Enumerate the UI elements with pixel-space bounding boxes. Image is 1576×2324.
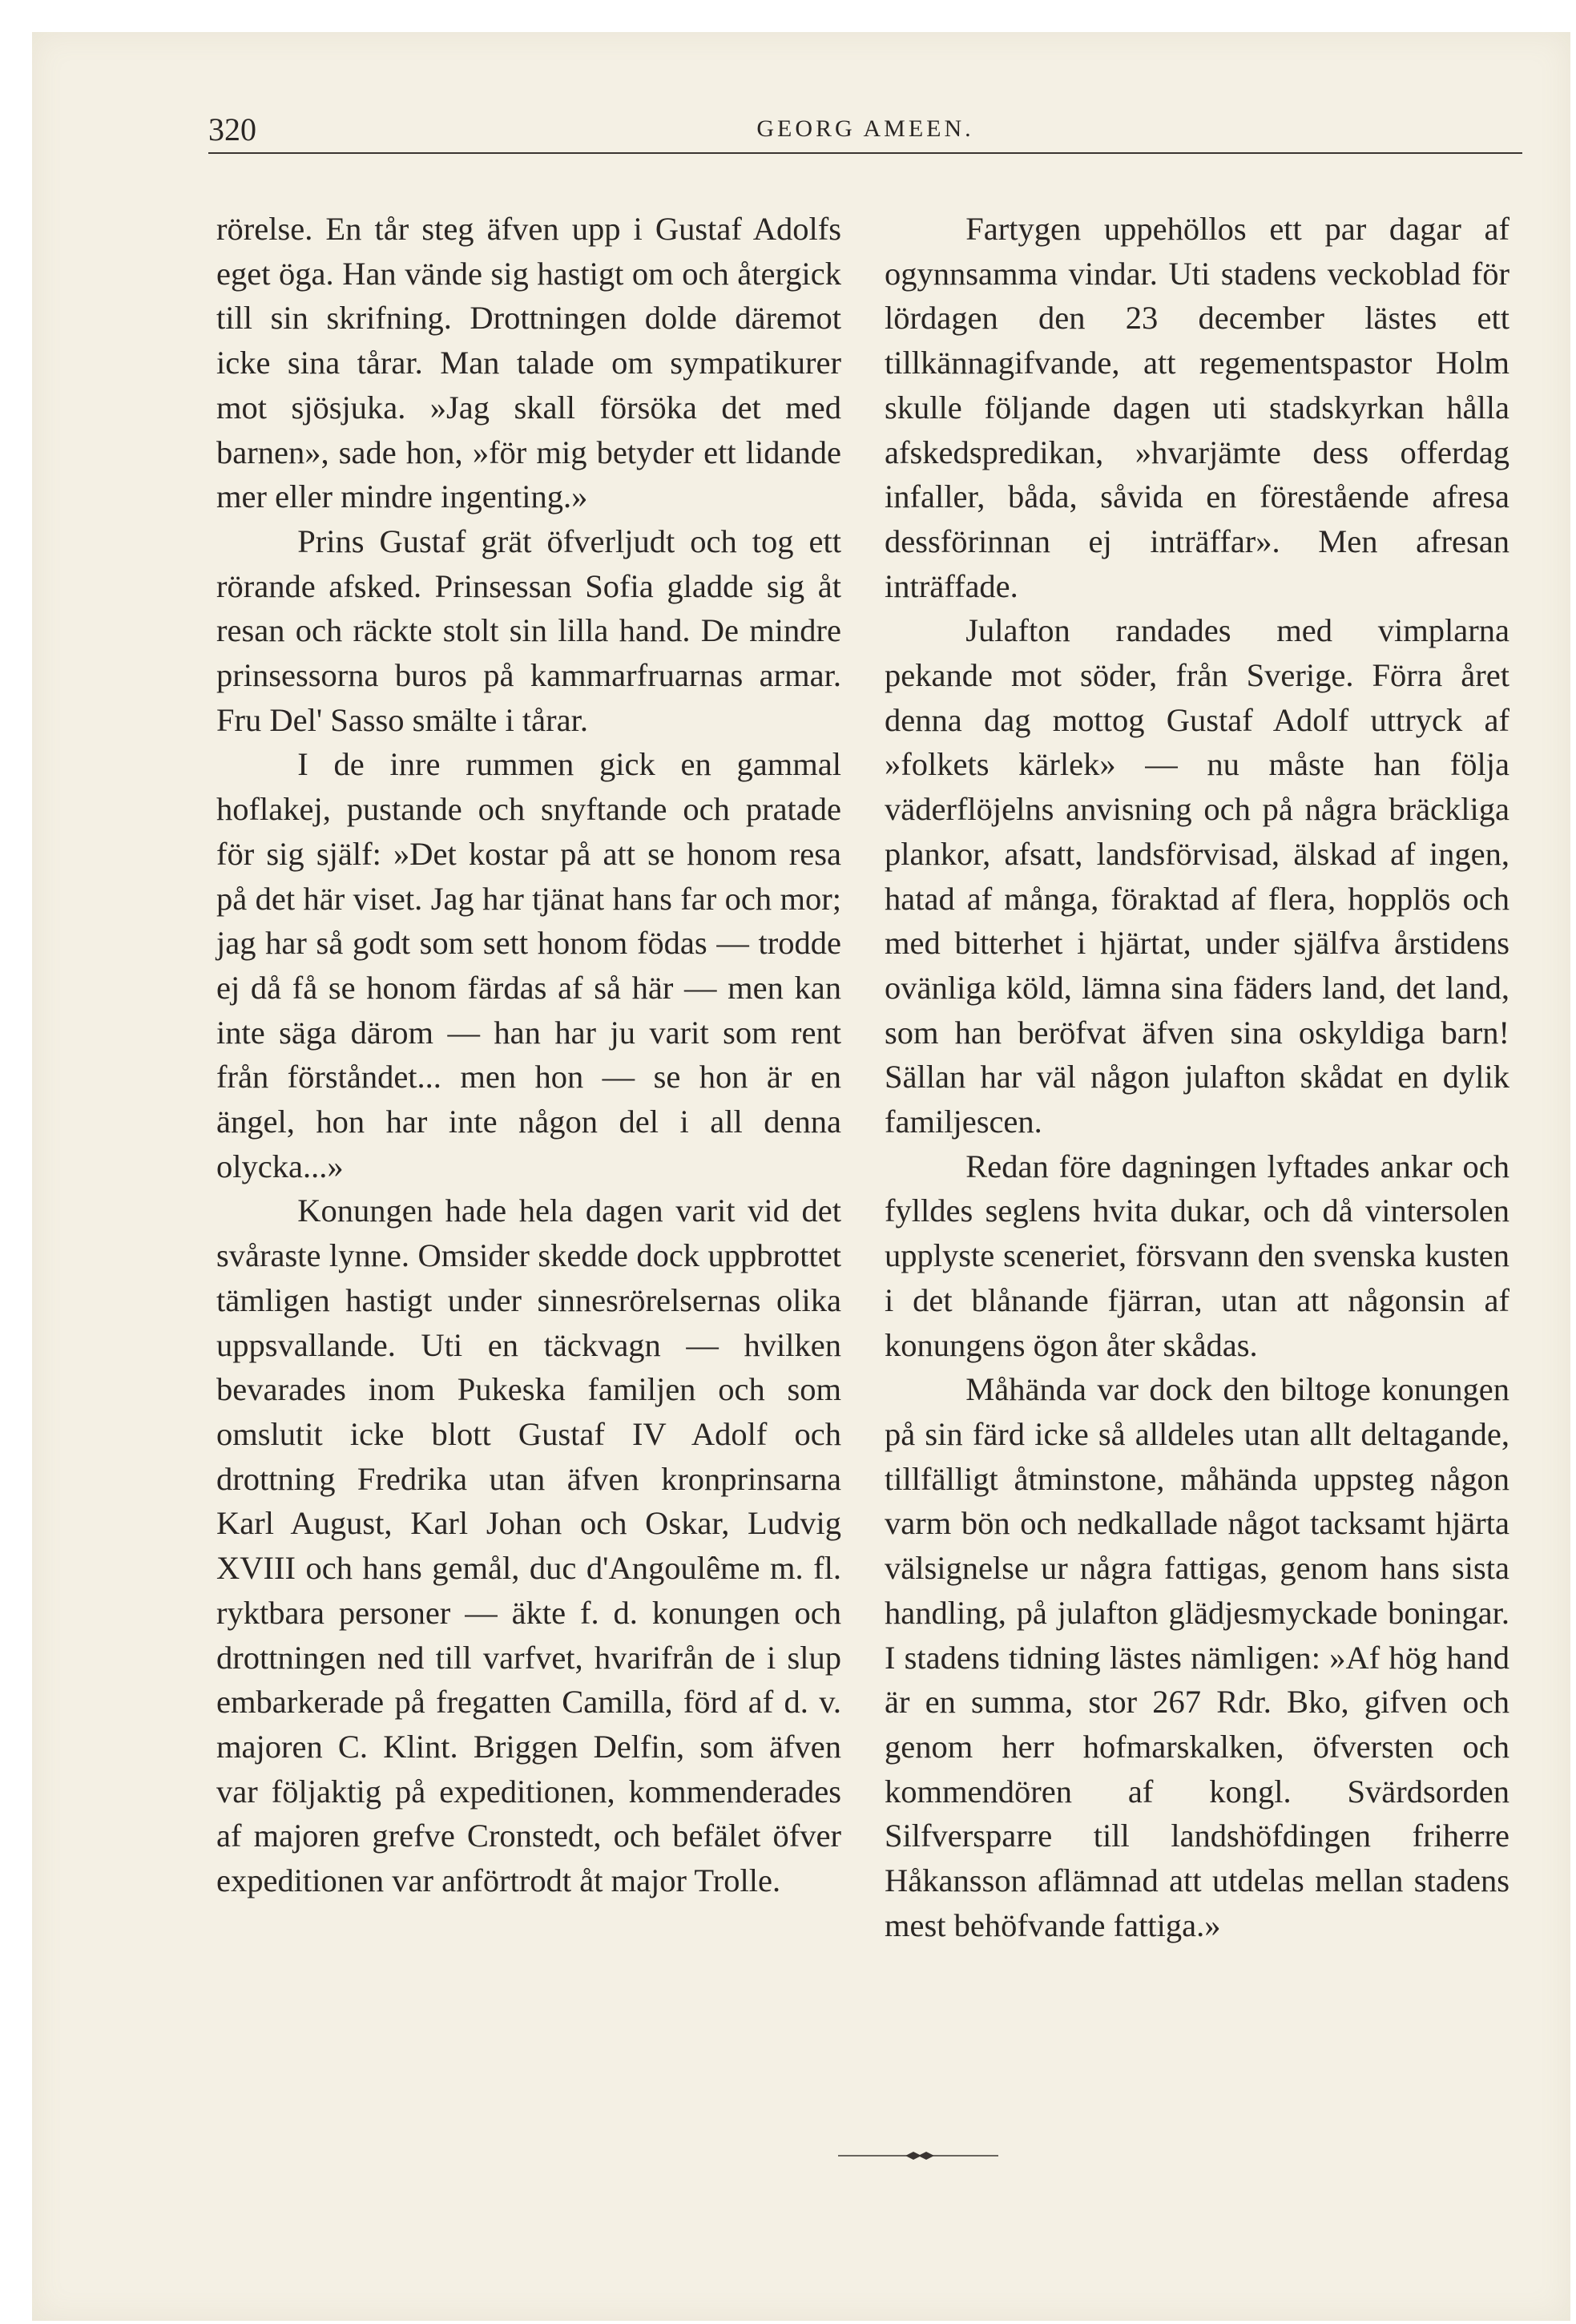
paragraph: Redan före dagningen lyftades ankar och fylldes seglens hvita dukar, och då vintersolen upplyste sceneriet, försvann den svenska kusten i det blånande fjärran, utan att någonsin af konungens ögon åter skådas. bbox=[885, 1148, 1509, 1363]
book-page bbox=[32, 32, 1570, 2321]
left-column bbox=[216, 207, 841, 1903]
paragraph: Fartygen uppehöllos ett par dagar af ogynnsamma vindar. Uti stadens veckoblad för lördagen den 23 december lästes ett tillkännagifvande, att regementspastor Holm skulle följande dagen uti stadskyrkan hålla afskedspredikan, »hvarjämte dess offerdag infaller, båda, såvida en förestående afresa dessförinnan ej inträffar». Men afresan inträffade. bbox=[885, 211, 1509, 604]
paragraph: I de inre rummen gick en gammal hoflakej, pustande och snyftande och pratade för sig själf: »Det kostar på att se honom resa på det här viset. Jag har tjänat hans far och mor; jag har så godt som sett honom födas — trodde ej då få se honom färdas af så här — men kan inte säga därom — han har ju varit som rent från förståndet... men hon — se hon är en ängel, hon har inte någon del i all denna olycka...» bbox=[216, 746, 841, 1184]
paragraph: rörelse. En tår steg äfven upp i Gustaf Adolfs eget öga. Han vände sig hastigt om och återgick till sin skrifning. Drottningen dolde däremot icke sina tårar. Man talade om sympatikurer mot sjösjuka. »Jag skall försöka det med barnen», sade hon, »för mig betyder ett lidande mer eller mindre ingenting.» bbox=[216, 211, 841, 515]
running-head: GEORG AMEEN. bbox=[756, 115, 974, 142]
paragraph: Prins Gustaf grät öfverljudt och tog ett rörande afsked. Prinsessan Sofia gladde sig åt resan och räckte stolt sin lilla hand. De mindre prinsessorna buros på kammarfruarnas armar. Fru Del' Sasso smälte i tårar. bbox=[216, 522, 841, 738]
paragraph: Måhända var dock den biltoge konungen på sin färd icke så alldeles utan allt deltagande, tillfälligt åtminstone, måhända uppsteg någon varm bön och nedkallade något tacksamt hjärta välsignelse ur några fattigas, genom hans sista handling, på julafton glädjesmyckade boningar. I stadens tidning lästes nämligen: »Af hög hand är en summa, stor 267 Rdr. Bko, gifven och genom herr hofmarskalken, öfversten och kommendören af kongl. Svärdsorden Silfversparre till landshöfdingen friherre Håkansson aflämnad att utdelas mellan stadens mest behöfvande fattiga.» bbox=[885, 1371, 1509, 1943]
paragraph: Konungen hade hela dagen varit vid det svåraste lynne. Omsider skedde dock uppbrottet tämligen hastigt under sinnesrörelsernas olika uppsvallande. Uti en täckvagn — hvilken bevarades inom Pukeska familjen och som omslutit icke blott Gustaf IV Adolf och drottning Fredrika utan äfven kronprinsarna Karl August, Karl Johan och Oskar, Ludvig XVIII och hans gemål, duc d'Angoulême m. fl. ryktbara personer — äkte f. d. konungen och drottningen ned till varfvet, hvarifrån de i slup embarkerade på fregatten Camilla, förd af d. v. majoren C. Klint. Briggen Delfin, som äfven var följaktig på expeditionen, kommenderades af majoren grefve Cronstedt, och befälet öfver expeditionen var anförtrodt åt major Trolle. bbox=[216, 1192, 841, 1899]
page-header bbox=[208, 111, 1522, 159]
page-number: 320 bbox=[208, 111, 256, 147]
header-rule bbox=[208, 152, 1522, 154]
diamond-rule-ornament-icon bbox=[838, 2148, 998, 2164]
right-column bbox=[885, 207, 1509, 1947]
paragraph: Julafton randades med vimplarna pekande mot söder, från Sverige. Förra året denna dag mottog Gustaf Adolf uttryck af »folkets kärlek» — nu måste han följa väderflöjelns anvisning och på några bräckliga plankor, afsatt, landsförvisad, älskad af ingen, hatad af många, föraktad af flera, hopplös och med bitterhet i hjärtat, under själfva årstidens ovänliga köld, lämna sina fäders land, det land, som han beröfvat äfven sina oskyldiga barn! Sällan har väl någon julafton skådat en dylik familjescen. bbox=[885, 612, 1509, 1140]
